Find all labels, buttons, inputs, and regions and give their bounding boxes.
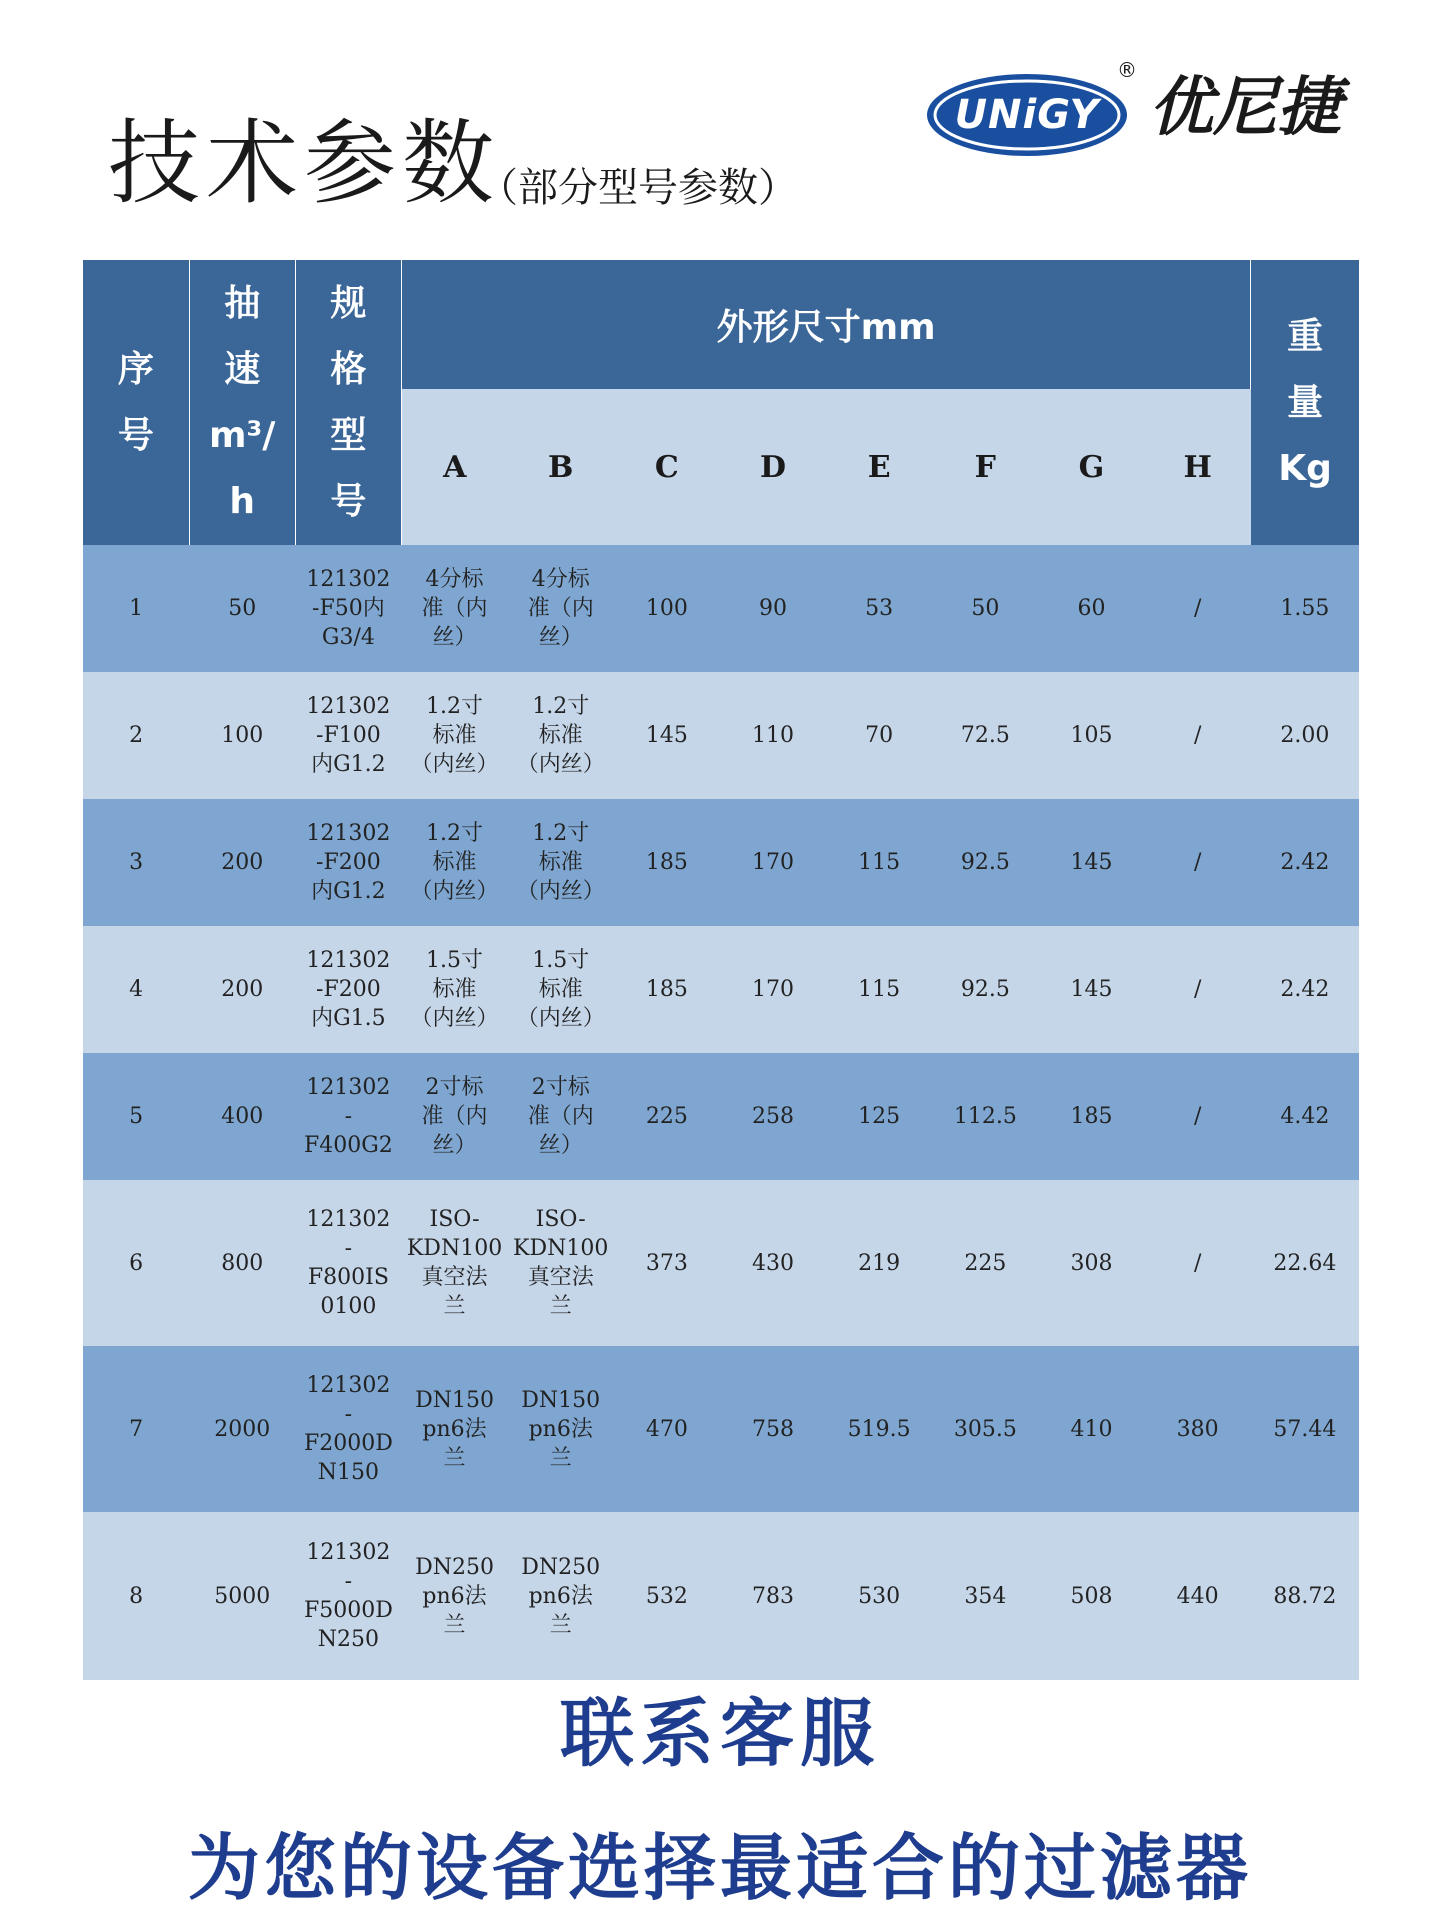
cell-dim-b: 1.2寸 标准 （内丝） — [508, 799, 614, 926]
header-dim-e: E — [826, 389, 932, 545]
cell-index: 8 — [83, 1512, 189, 1680]
cell-model: 121302 - F800IS 0100 — [295, 1180, 401, 1346]
header-dim-c: C — [614, 389, 720, 545]
cell-dim-h: / — [1145, 672, 1251, 799]
header-speed-char: 抽 — [224, 282, 261, 324]
header-speed-char: 速 — [224, 348, 261, 390]
cell-model: 121302 -F200 内G1.2 — [295, 799, 401, 926]
cell-speed: 50 — [189, 545, 295, 672]
header-dimensions-group: 外形尺寸mm — [401, 260, 1250, 389]
cell-speed: 5000 — [189, 1512, 295, 1680]
cell-index: 5 — [83, 1053, 189, 1180]
cell-index: 6 — [83, 1180, 189, 1346]
table-row — [83, 1053, 1359, 1180]
cell-dim-c: 145 — [614, 672, 720, 799]
header-weight-char: Kg — [1278, 447, 1332, 489]
cell-weight: 22.64 — [1251, 1180, 1359, 1346]
cell-dim-d: 110 — [720, 672, 826, 799]
cell-model: 121302 - F2000D N150 — [295, 1346, 401, 1512]
cell-dim-a: DN250 pn6法 兰 — [401, 1512, 507, 1680]
cell-speed: 400 — [189, 1053, 295, 1180]
cell-dim-g: 145 — [1038, 926, 1144, 1053]
cell-index: 1 — [83, 545, 189, 672]
cell-dim-a: 1.5寸 标准 （内丝） — [401, 926, 507, 1053]
cell-weight: 1.55 — [1251, 545, 1359, 672]
header-model-char: 号 — [330, 480, 367, 522]
cell-dim-h: / — [1145, 799, 1251, 926]
cell-dim-g: 508 — [1038, 1512, 1144, 1680]
cell-weight: 88.72 — [1251, 1512, 1359, 1680]
header-dim-b: B — [508, 389, 614, 545]
cell-speed: 2000 — [189, 1346, 295, 1512]
cell-dim-a: ISO- KDN100 真空法 兰 — [401, 1180, 507, 1346]
header-speed-char: h — [229, 480, 256, 522]
cell-dim-g: 308 — [1038, 1180, 1144, 1346]
cell-dim-h: / — [1145, 545, 1251, 672]
header-model-char: 型 — [330, 414, 367, 456]
cell-dim-f: 112.5 — [932, 1053, 1038, 1180]
cell-dim-b: 2寸标 准（内 丝） — [508, 1053, 614, 1180]
table-row — [83, 799, 1359, 926]
cell-index: 4 — [83, 926, 189, 1053]
header-dim-a: A — [401, 389, 507, 545]
cell-model: 121302 - F400G2 — [295, 1053, 401, 1180]
header-weight-char: 量 — [1287, 381, 1324, 423]
cell-dim-c: 185 — [614, 799, 720, 926]
cell-weight: 2.42 — [1251, 926, 1359, 1053]
cell-dim-b: 4分标 准（内 丝） — [508, 545, 614, 672]
cell-weight: 2.42 — [1251, 799, 1359, 926]
cell-dim-d: 783 — [720, 1512, 826, 1680]
table-row — [83, 1512, 1359, 1680]
cell-dim-e: 115 — [826, 799, 932, 926]
cell-dim-d: 170 — [720, 799, 826, 926]
cell-dim-g: 185 — [1038, 1053, 1144, 1180]
cell-dim-d: 90 — [720, 545, 826, 672]
cell-dim-d: 758 — [720, 1346, 826, 1512]
cell-dim-g: 60 — [1038, 545, 1144, 672]
cell-dim-a: 1.2寸 标准 （内丝） — [401, 799, 507, 926]
header-speed — [189, 260, 295, 545]
cell-dim-b: 1.2寸 标准 （内丝） — [508, 672, 614, 799]
cell-speed: 800 — [189, 1180, 295, 1346]
cell-index: 3 — [83, 799, 189, 926]
cell-dim-e: 519.5 — [826, 1346, 932, 1512]
cell-weight: 4.42 — [1251, 1053, 1359, 1180]
cell-dim-g: 105 — [1038, 672, 1144, 799]
cell-dim-c: 100 — [614, 545, 720, 672]
header-weight-char: 重 — [1287, 315, 1324, 357]
cell-dim-g: 410 — [1038, 1346, 1144, 1512]
cell-dim-f: 305.5 — [932, 1346, 1038, 1512]
cell-dim-e: 530 — [826, 1512, 932, 1680]
cell-dim-f: 354 — [932, 1512, 1038, 1680]
page-subtitle: （部分型号参数） — [478, 165, 798, 211]
cell-model: 121302 - F5000D N250 — [295, 1512, 401, 1680]
spec-table — [83, 260, 1359, 1680]
cell-dim-f: 92.5 — [932, 799, 1038, 926]
logo-badge — [925, 72, 1129, 158]
cell-dim-d: 430 — [720, 1180, 826, 1346]
cell-dim-a: 4分标 准（内 丝） — [401, 545, 507, 672]
table-row — [83, 926, 1359, 1053]
cell-dim-a: DN150 pn6法 兰 — [401, 1346, 507, 1512]
cell-dim-a: 1.2寸 标准 （内丝） — [401, 672, 507, 799]
header-model-char: 格 — [330, 348, 367, 390]
cell-dim-f: 50 — [932, 545, 1038, 672]
cell-speed: 100 — [189, 672, 295, 799]
cell-dim-b: 1.5寸 标准 （内丝） — [508, 926, 614, 1053]
cell-dim-d: 258 — [720, 1053, 826, 1180]
cell-dim-c: 532 — [614, 1512, 720, 1680]
cell-dim-h: 440 — [1145, 1512, 1251, 1680]
header-speed-char: m³/ — [209, 414, 276, 456]
cell-dim-d: 170 — [720, 926, 826, 1053]
table-row — [83, 545, 1359, 672]
logo-badge-text: UNiGY — [954, 92, 1100, 138]
table-row — [83, 1180, 1359, 1346]
cell-dim-h: / — [1145, 926, 1251, 1053]
header-dim-h: H — [1145, 389, 1251, 545]
header-model — [295, 260, 401, 545]
cell-model: 121302 -F50内 G3/4 — [295, 545, 401, 672]
footer-tagline: 为您的设备选择最适合的过滤器 — [187, 1825, 1252, 1910]
cell-dim-c: 225 — [614, 1053, 720, 1180]
cell-index: 7 — [83, 1346, 189, 1512]
cell-dim-c: 373 — [614, 1180, 720, 1346]
cell-dim-f: 72.5 — [932, 672, 1038, 799]
cell-model: 121302 -F100 内G1.2 — [295, 672, 401, 799]
header-index-char: 号 — [117, 414, 154, 456]
header-dim-g: G — [1038, 389, 1144, 545]
table-row — [83, 672, 1359, 799]
footer-contact-service: 联系客服 — [560, 1691, 880, 1777]
cell-dim-a: 2寸标 准（内 丝） — [401, 1053, 507, 1180]
cell-dim-e: 70 — [826, 672, 932, 799]
cell-dim-f: 225 — [932, 1180, 1038, 1346]
header-index-char: 序 — [117, 348, 154, 390]
cell-index: 2 — [83, 672, 189, 799]
header-index — [83, 260, 189, 545]
cell-dim-h: / — [1145, 1053, 1251, 1180]
cell-dim-b: DN150 pn6法 兰 — [508, 1346, 614, 1512]
header-weight — [1251, 260, 1359, 545]
cell-dim-e: 53 — [826, 545, 932, 672]
header-model-char: 规 — [330, 282, 367, 324]
cell-dim-e: 115 — [826, 926, 932, 1053]
registered-mark-icon: ® — [1117, 58, 1137, 82]
cell-dim-e: 219 — [826, 1180, 932, 1346]
header-dim-d: D — [720, 389, 826, 545]
header-dim-f: F — [932, 389, 1038, 545]
cell-dim-f: 92.5 — [932, 926, 1038, 1053]
cell-weight: 57.44 — [1251, 1346, 1359, 1512]
table-row — [83, 1346, 1359, 1512]
brand-logo — [925, 58, 1375, 158]
cell-dim-c: 185 — [614, 926, 720, 1053]
cell-dim-b: DN250 pn6法 兰 — [508, 1512, 614, 1680]
cell-speed: 200 — [189, 926, 295, 1053]
logo-brand-name: 优尼捷 — [1149, 71, 1341, 145]
cell-model: 121302 -F200 内G1.5 — [295, 926, 401, 1053]
cell-weight: 2.00 — [1251, 672, 1359, 799]
cell-dim-g: 145 — [1038, 799, 1144, 926]
cell-dim-e: 125 — [826, 1053, 932, 1180]
page-title: 技术参数 — [108, 110, 501, 217]
cell-dim-h: 380 — [1145, 1346, 1251, 1512]
cell-speed: 200 — [189, 799, 295, 926]
cell-dim-c: 470 — [614, 1346, 720, 1512]
cell-dim-b: ISO- KDN100 真空法 兰 — [508, 1180, 614, 1346]
cell-dim-h: / — [1145, 1180, 1251, 1346]
